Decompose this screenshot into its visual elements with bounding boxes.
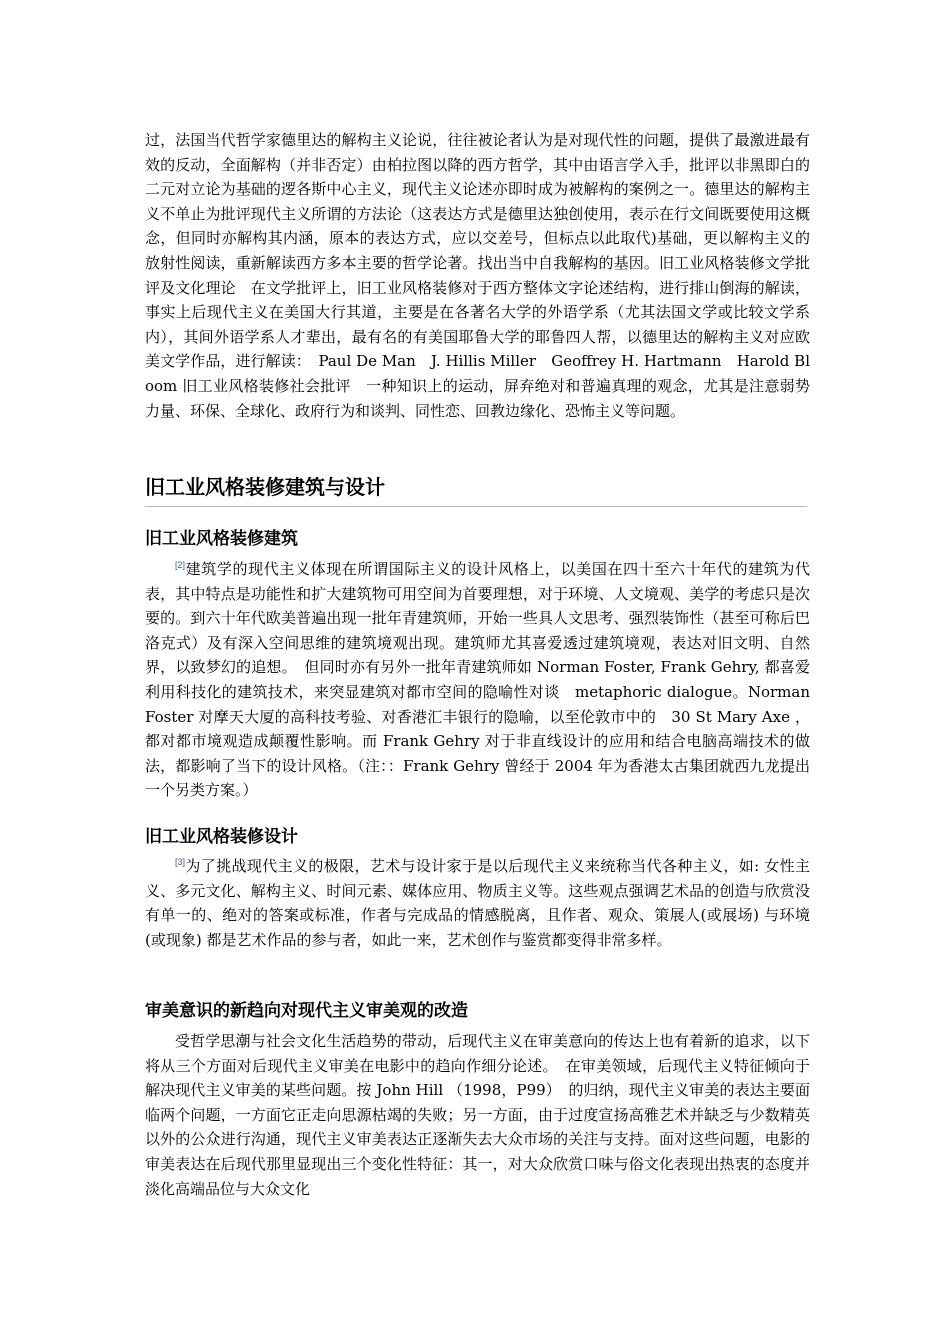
- architecture-heading: 旧工业风格装修建筑: [145, 529, 298, 549]
- design-text: 为了挑战现代主义的极限，艺术与设计家于是以后现代主义来统称当代各种主义，如: 女性主义、多元文化、解构主义、时间元素、媒体应用、物质主义等。这些观点强调艺术品的创造与欣赏没有单一的、绝对的答案或标准，作者与完成品的情感脱离，且作者、观众、策展人(或展场) 与环境(或现象) 都是艺术作品的参与者，如此一来，艺术创作与鉴赏都变得非常多样。: [145, 857, 810, 949]
- architecture-paragraph: [145, 557, 810, 803]
- aesthetics-paragraph: 受哲学思潮与社会文化生活趋势的带动，后现代主义在审美意向的传达上也有着新的追求，以下将从三个方面对后现代主义审美在电影中的趋向作细分论述。 在审美领域，后现代主义特征倾向于解决现代主义审美的某些问题。按 John Hill （1998，P99） 的归纳，现代主义审美的表达主要面临两个问题，一方面它正走向思源枯竭的失败；另一方面，由于过度宣扬高雅艺术并缺乏与少数精英以外的公众进行沟通，现代主义审美表达正逐渐失去大众市场的关注与支持。面对这些问题，电影的审美表达在后现代那里显现出三个变化性特征：其一，对大众欣赏口味与俗文化表现出热衷的态度并淡化高端品位与大众文化: [145, 1032, 810, 1198]
- footnote-link-3[interactable]: [3]: [175, 857, 186, 867]
- design-heading: 旧工业风格装修设计: [145, 827, 298, 847]
- design-paragraph: [145, 854, 810, 952]
- intro-paragraph: 过，法国当代哲学家德里达的解构主义论说，往往被论者认为是对现代性的问题，提供了最激进最有效的反动，全面解构（并非否定）由柏拉图以降的西方哲学，其中由语言学入手，批评以非黑即白的二元对立论为基础的逻各斯中心主义，现代主义论述亦即时成为被解构的案例之一。德里达的解构主义不单止为批评现代主义所谓的方法论（这表达方式是德里达独创使用，表示在行文间既要使用这概念，但同时亦解构其内涵，原本的表达方式，应以交差号，但标点以此取代)基础，更以解构主义的放射性阅读，重新解读西方多本主要的哲学论著。找出当中自我解构的基因。旧工业风格装修文学批评及文化理论 在文学批评上，旧工业风格装修对于西方整体文字论述结构，进行排山倒海的解读，事实上后现代主义在美国大行其道，主要是在各著名大学的外语学系（尤其法国文学或比较文学系内），其间外语学系人才辈出，最有名的有美国耶鲁大学的耶鲁四人帮，以德里达的解构主义对应欧美文学作品，进行解读： Paul De Man J. Hillis Miller Geoffrey H. Hartmann Harold Bloom 旧工业风格装修社会批评 一种知识上的运动，屏弃绝对和普遍真理的观念，尤其是注意弱势力量、环保、全球化、政府行为和谈判、同性恋、回教边缘化、恐怖主义等问题。: [145, 131, 810, 420]
- aesthetics-heading: 审美意识的新趋向对现代主义审美观的改造: [145, 1001, 468, 1021]
- section-heading: 旧工业风格装修建筑与设计: [145, 472, 807, 507]
- architecture-text: 建筑学的现代主义体现在所谓国际主义的设计风格上，以美国在四十至六十年代的建筑为代表，其中特点是功能性和扩大建筑物可用空间为首要理想，对于环境、人文境观、美学的考虑只是次要的。到六十年代欧美普遍出现一批年青建筑师，开始一些具人文思考、强烈装饰性（甚至可称后巴洛克式）及有深入空间思维的建筑境观出现。建筑师尤其喜爱透过建筑境观，表达对旧文明、自然界，以致梦幻的追想。 但同时亦有另外一批年青建筑师如 Norman Foster, Frank Gehry, 都喜爱利用科技化的建筑技术，来突显建筑对都市空间的隐喻性对谈 metaphoric dialogue。Norman Foster 对摩天大厦的高科技考验、对香港汇丰银行的隐喻，以至伦敦市中的 30 St Mary Axe ，都对都市境观造成颠覆性影响。而 Frank Gehry 对于非直线设计的应用和结合电脑高端技术的做法，都影响了当下的设计风格。（注：：Frank Gehry 曾经于 2004 年为香港太古集团就西九龙提出一个另类方案。）: [145, 560, 810, 800]
- footnote-link-2[interactable]: [2]: [175, 560, 186, 570]
